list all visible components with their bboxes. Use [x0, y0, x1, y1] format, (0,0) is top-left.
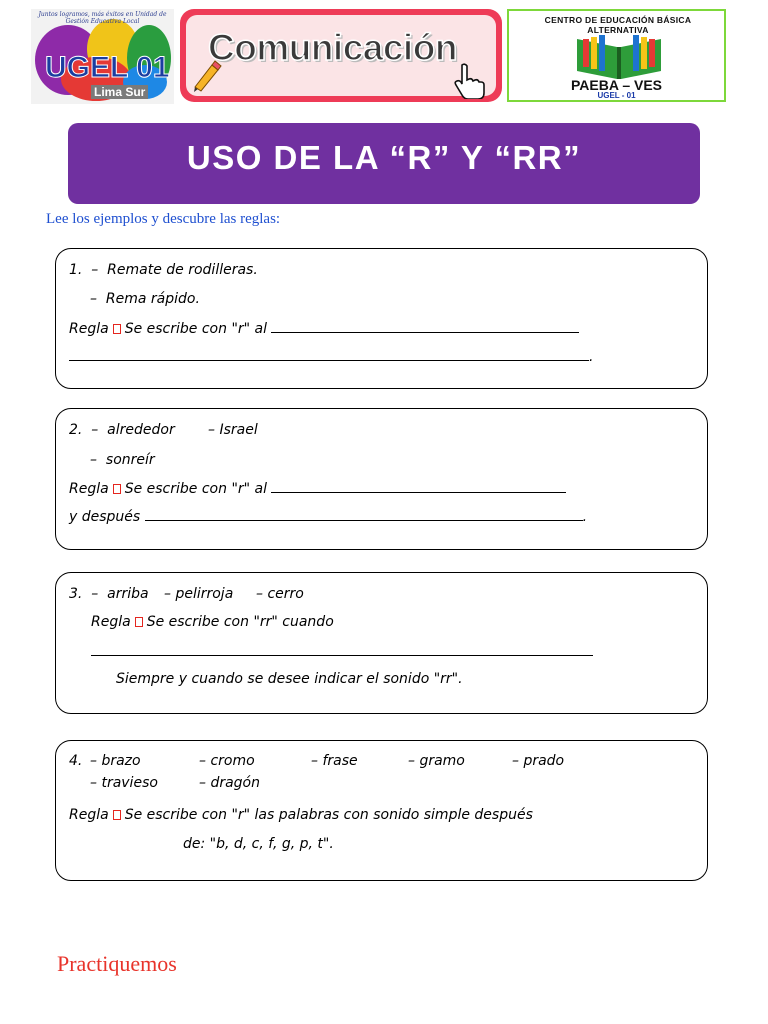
box2-line4: y después . [69, 509, 588, 525]
box2-word-1: 2. – alrededor [69, 422, 175, 438]
box4-word: – cromo [199, 753, 255, 769]
paeba-subtitle: UGEL - 01 [597, 91, 636, 100]
answer-blank[interactable] [271, 320, 579, 333]
exercise-box-1 [55, 248, 708, 389]
ugel-logo-subtitle: Lima Sur [91, 85, 148, 99]
arrow-box-icon [135, 617, 143, 627]
practice-heading: Practiquemos [57, 951, 177, 976]
book-icon [573, 29, 665, 81]
box4-word: – brazo [90, 753, 141, 769]
ugel-logo [31, 9, 174, 104]
box3-word-1: 3. – arriba [69, 586, 149, 602]
intro-text: Lee los ejemplos y descubre las reglas: [46, 211, 281, 227]
box1-line1: 1. – Remate de rodilleras. [69, 262, 258, 278]
exercise-box-3 [55, 572, 708, 714]
box4-rule-cont: de: "b, d, c, f, g, p, t". [183, 836, 334, 852]
box2-rule: Regla Se escribe con "r" al [69, 480, 566, 497]
rule-text: Se escribe con "r" al [124, 321, 267, 337]
course-title: Comunicación [208, 27, 457, 68]
title-banner [68, 123, 700, 204]
box3-blank-line [91, 643, 593, 660]
box4-number: 4. [69, 753, 83, 769]
rule-label: Regla [69, 321, 109, 337]
box4-word: – dragón [199, 775, 260, 791]
box4-word: – travieso [90, 775, 158, 791]
box3-answer: Siempre y cuando se desee indicar el sonido "rr". [116, 671, 463, 687]
answer-blank[interactable] [91, 643, 593, 656]
box4-rule: Regla Se escribe con "r" las palabras con sonido simple después [69, 807, 533, 823]
box3-word-3: – cerro [256, 586, 304, 602]
arrow-box-icon [113, 810, 121, 820]
box2-word-3: – sonreír [90, 452, 155, 468]
exercise-box-2 [55, 408, 708, 550]
answer-blank[interactable] [145, 508, 583, 521]
answer-blank[interactable] [271, 480, 566, 493]
exercise-box-4 [55, 740, 708, 881]
comunicacion-logo [180, 9, 502, 102]
page-title: USO DE LA “R” Y “RR” [186, 139, 582, 176]
box2-word-2: – Israel [208, 422, 258, 438]
box4-word: – frase [311, 753, 358, 769]
box1-line4: . [69, 348, 593, 365]
arrow-box-icon [113, 324, 121, 334]
box4-word: – prado [512, 753, 565, 769]
paeba-name: PAEBA – VES [570, 77, 663, 93]
box3-word-2: – pelirroja [164, 586, 234, 602]
ugel-logo-name: UGEL 01 [45, 51, 170, 84]
box1-line2: – Rema rápido. [90, 291, 200, 307]
box4-word: – gramo [408, 753, 465, 769]
box3-rule: Regla Se escribe con "rr" cuando [91, 614, 334, 630]
arrow-box-icon [113, 484, 121, 494]
paeba-arc-text: CENTRO DE EDUCACIÓN BÁSICA ALTERNATIVA [544, 15, 692, 35]
pointer-hand-icon [450, 61, 486, 99]
box1-rule [69, 320, 579, 337]
paeba-logo [507, 9, 726, 102]
ugel-tagline: Juntos logramos, más éxitos en Unidad de Gestión Educativa Local [38, 11, 167, 25]
answer-blank[interactable] [69, 348, 589, 361]
